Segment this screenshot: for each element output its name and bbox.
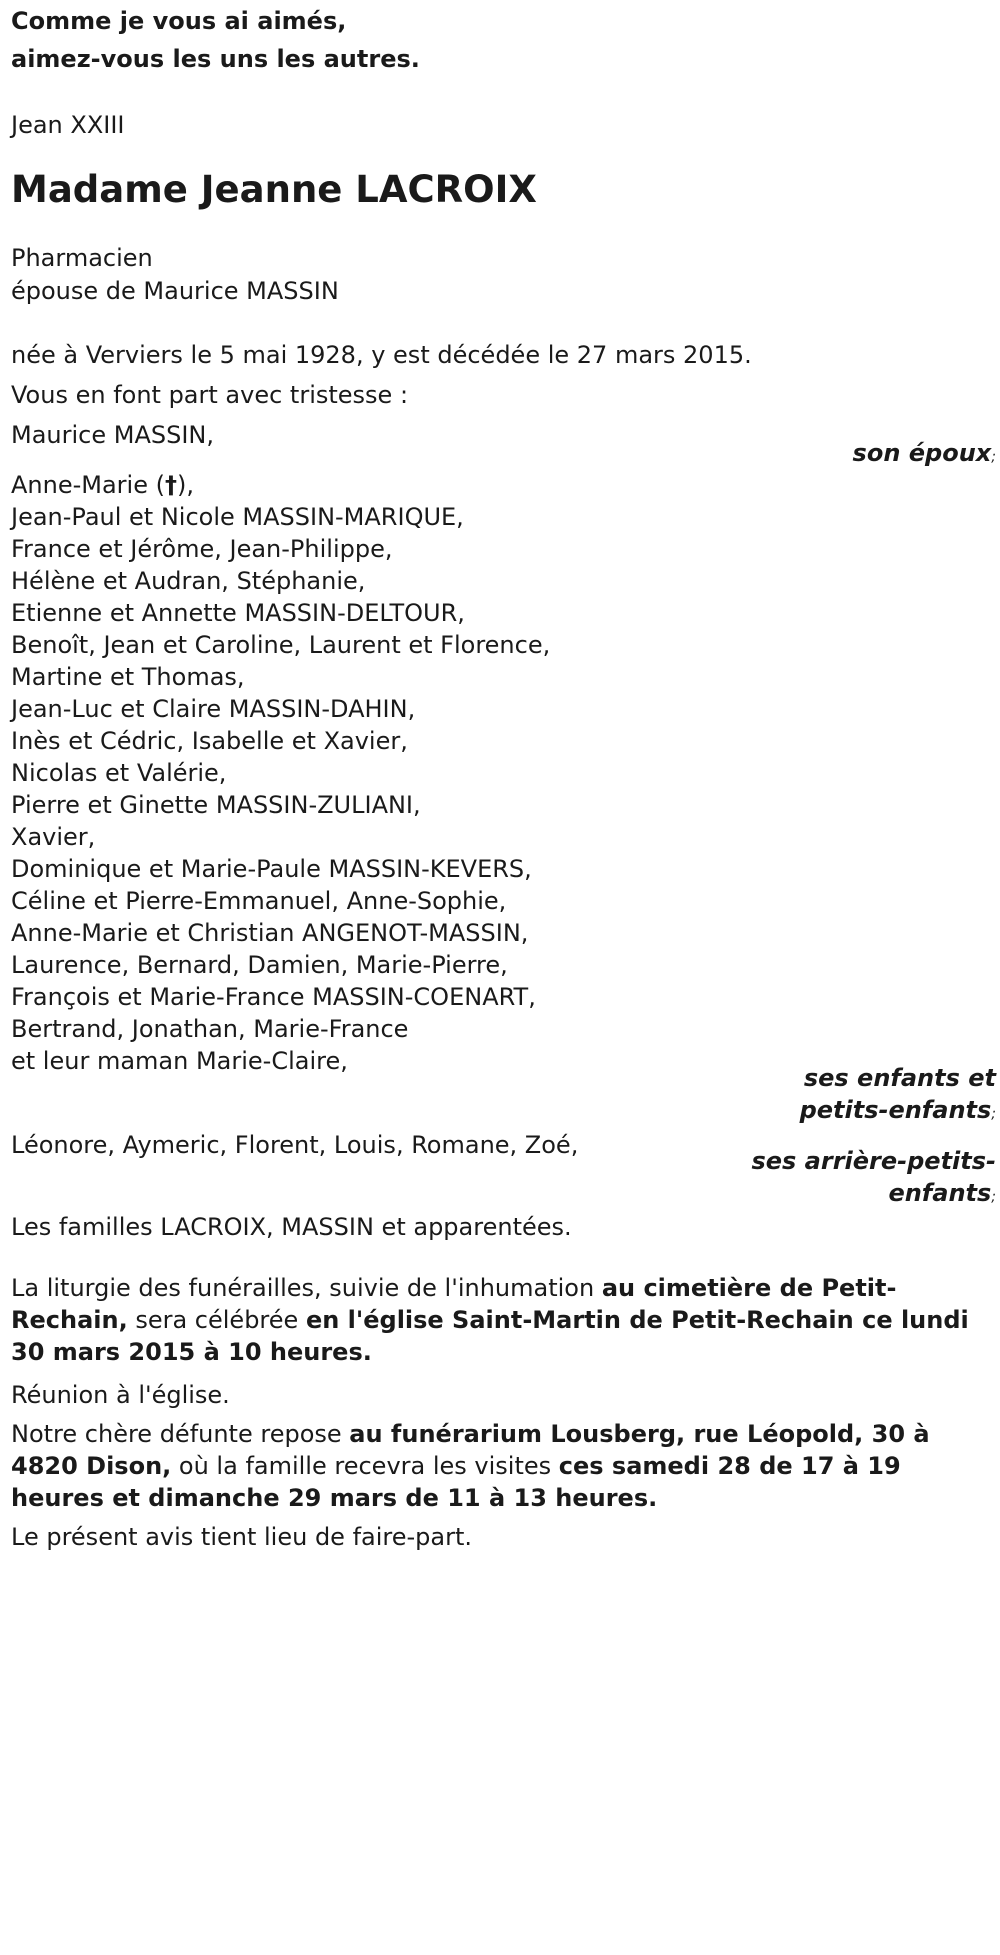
great-grandchildren-relation-line-1: ses arrière-petits-	[751, 1147, 996, 1175]
epigraph-author: Jean XXIII	[11, 111, 125, 139]
deceased-profession: Pharmacien	[11, 244, 153, 272]
family-member-line: Laurence, Bernard, Damien, Marie-Pierre,	[11, 951, 508, 979]
first-child-name: Anne-Marie (	[11, 471, 165, 499]
visits-text-2: où la famille recevra les visites	[171, 1452, 559, 1480]
visits-times: ces samedi 28 de 17 à 19 heures et dimanche 29 mars de 11 à 13 heures.	[11, 1452, 901, 1512]
great-grandchildren-relation-line-2-text: enfants	[888, 1179, 992, 1207]
great-grandchildren-relation	[751, 1145, 996, 1213]
family-member-line: Pierre et Ginette MASSIN-ZULIANI,	[11, 791, 421, 819]
family-member-line: Anne-Marie et Christian ANGENOT-MASSIN,	[11, 919, 529, 947]
family-member-line: Xavier,	[11, 823, 96, 851]
first-child-line	[11, 470, 194, 500]
children-relation-separator: ;	[991, 1106, 996, 1122]
funeral-text-2: sera célébrée	[127, 1306, 306, 1334]
family-member-line: Jean-Paul et Nicole MASSIN-MARIQUE,	[11, 503, 464, 531]
spouse-relation-separator: ;	[991, 449, 996, 465]
great-grandchildren-names: Léonore, Aymeric, Florent, Louis, Romane, Zoé,	[11, 1131, 579, 1159]
family-member-line: Bertrand, Jonathan, Marie-France	[11, 1015, 409, 1043]
children-relation-line-2	[800, 1094, 996, 1130]
families-line: Les familles LACROIX, MASSIN et apparentées.	[11, 1213, 572, 1241]
great-grandchildren-relation-separator: ;	[991, 1189, 996, 1205]
family-member-line: Inès et Cédric, Isabelle et Xavier,	[11, 727, 408, 755]
family-member-line: Dominique et Marie-Paule MASSIN-KEVERS,	[11, 855, 532, 883]
visits-paragraph	[11, 1418, 986, 1514]
announcement-line: Vous en font part avec tristesse :	[11, 381, 409, 409]
children-relation-line-1: ses enfants et	[803, 1064, 996, 1092]
funeral-paragraph	[11, 1272, 986, 1368]
family-member-line: Benoît, Jean et Caroline, Laurent et Florence,	[11, 631, 551, 659]
first-child-suffix: ),	[176, 471, 194, 499]
epigraph-line-1: Comme je vous ai aimés,	[11, 7, 347, 35]
family-member-line: Jean-Luc et Claire MASSIN-DAHIN,	[11, 695, 416, 723]
children-relation-line-2-text: petits-enfants	[799, 1096, 992, 1124]
children-relation	[800, 1062, 996, 1130]
reunion-line: Réunion à l'église.	[11, 1381, 230, 1409]
cross-icon: †	[164, 471, 177, 499]
spouse-relation	[853, 433, 996, 477]
family-member-line: Martine et Thomas,	[11, 663, 245, 691]
family-member-line: Nicolas et Valérie,	[11, 759, 227, 787]
funeral-cemetery: au cimetière de Petit-Rechain,	[11, 1274, 897, 1334]
visits-funeral-home: au funérarium Lousberg, rue Léopold, 30 à 4820 Dison,	[11, 1420, 930, 1480]
great-grandchildren-relation-line-2	[751, 1177, 996, 1213]
family-member-line: et leur maman Marie-Claire,	[11, 1047, 348, 1075]
family-member-line: Etienne et Annette MASSIN-DELTOUR,	[11, 599, 465, 627]
closing-line: Le présent avis tient lieu de faire-part.	[11, 1523, 473, 1551]
funeral-church-date: en l'église Saint-Martin de Petit-Rechain ce lundi 30 mars 2015 à 10 heures.	[11, 1306, 969, 1366]
family-member-line: Céline et Pierre-Emmanuel, Anne-Sophie,	[11, 887, 507, 915]
family-member-line: Hélène et Audran, Stéphanie,	[11, 567, 366, 595]
family-member-line: France et Jérôme, Jean-Philippe,	[11, 535, 393, 563]
funeral-text-1: La liturgie des funérailles, suivie de l'inhumation	[11, 1274, 602, 1302]
spouse-name: Maurice MASSIN,	[11, 421, 215, 449]
family-member-line: François et Marie-France MASSIN-COENART,	[11, 983, 536, 1011]
epigraph-line-2: aimez-vous les uns les autres.	[11, 45, 420, 73]
deceased-name: Madame Jeanne LACROIX	[11, 168, 537, 211]
visits-text-1: Notre chère défunte repose	[11, 1420, 350, 1448]
spouse-relation-text: son époux	[852, 439, 992, 467]
deceased-spouse-line: épouse de Maurice MASSIN	[11, 277, 339, 305]
birth-death-line: née à Verviers le 5 mai 1928, y est décédée le 27 mars 2015.	[11, 341, 752, 369]
